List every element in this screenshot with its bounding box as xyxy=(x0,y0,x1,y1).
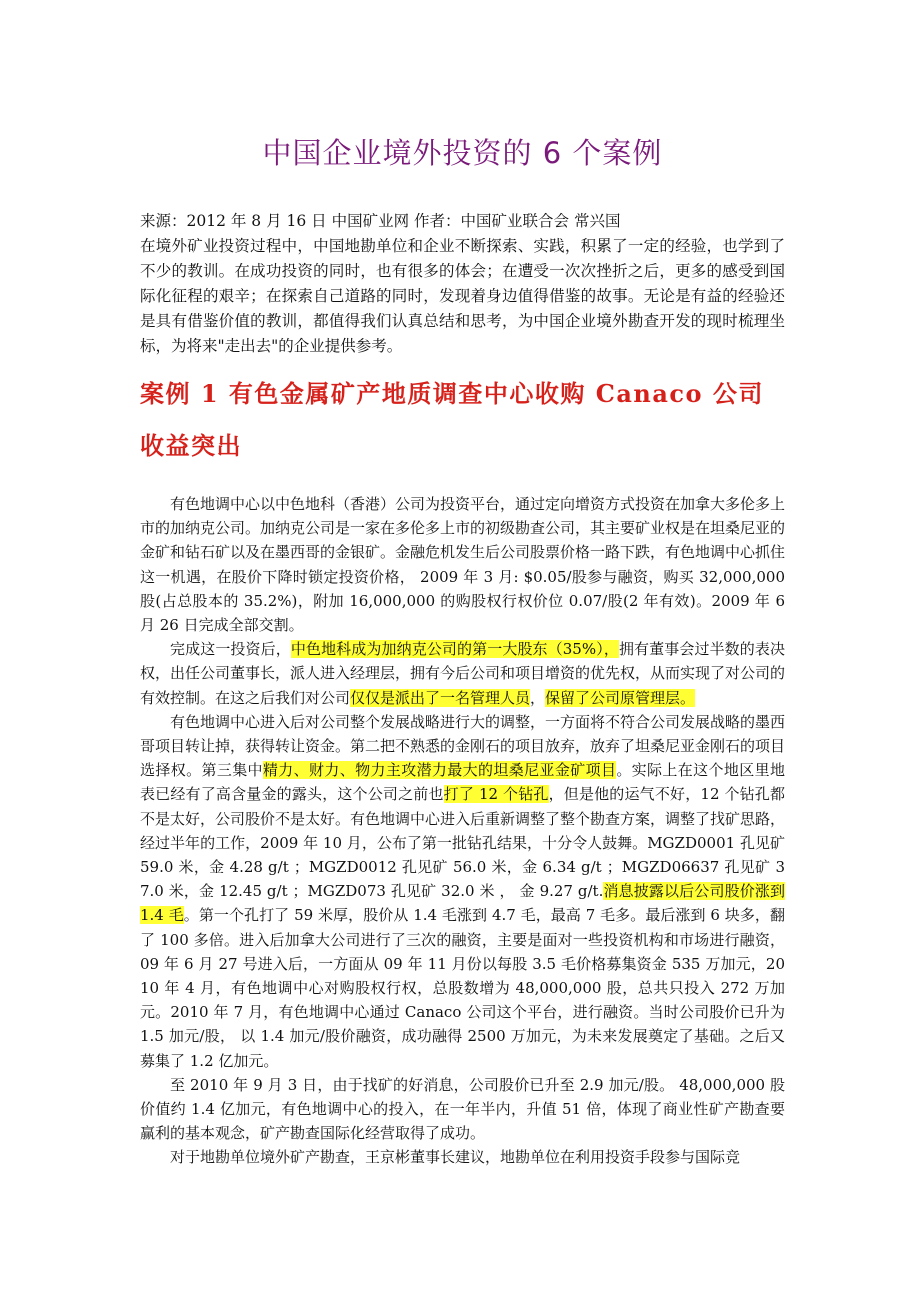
intro-block xyxy=(140,209,785,359)
text-segment: ， xyxy=(530,688,546,707)
text-segment: 。实际上在这个地区里地表已经有了高含量金的露头，这个公司之前也 xyxy=(140,761,785,804)
highlighted-text: 消息披露以后公司股价涨到 1.4 毛 xyxy=(140,882,785,925)
highlighted-text: 精力、财力、物力主攻潜力最大的坦桑尼亚金矿项目 xyxy=(262,761,617,780)
case-1-body xyxy=(140,492,785,1170)
text-segment: 完成这一投资后， xyxy=(170,640,291,659)
paragraph-4: 至 2010 年 9 月 3 日，由于找矿的好消息，公司股价已升至 2.9 加元/股。 48,000,000 股价值约 1.4 亿加元，有色地调中心的投入，在一年半内，升值 51 倍，体现了商业性矿产勘查要赢利的基本观念，矿产勘查国际化经营取得了成功。 xyxy=(140,1075,785,1143)
case-1-heading: 案例 1 有色金属矿产地质调查中心收购 Canaco 公司收益突出 xyxy=(140,379,764,460)
text-segment: 。第一个孔打了 59 米厚，股价从 1.4 毛涨到 4.7 毛，最高 7 毛多。最后涨到 6 块多，翻了 100 多倍。进入后加拿大公司进行了三次的融资，主要是面对一些投资机构和市场进行融资，09 年 6 月 27 号进入后，一方面从 09 年 11 月份以每股 3.5 毛价格募集资金 535 万加元，2010 年 4 月，有色地调中心对购股权行权，总股数增为 48,000,000 股，总共只投入 272 万加元。2010 年 7 月，有色地调中心通过 Canaco 公司这个平台，进行融资。当时公司股价已升为 1.5 加元/股， 以 1.4 加元/股价融资，成功融得 2500 万加元，为未来发展奠定了基础。之后又募集了 1.2 亿加元。 xyxy=(140,906,785,1070)
highlighted-text: 保留了公司原管理层。 xyxy=(545,688,696,707)
text-segment: 有色地调中心进入后对公司整个发展战略进行大的调整，一方面将不符合公司发展战略的墨西哥项目转让掉，获得转让资金。第二把不熟悉的金刚石的项目放弃，放弃了坦桑尼亚金刚石的项目选择权。第三集中 xyxy=(140,712,786,780)
highlighted-text: 仅仅是派出了一名管理人员 xyxy=(350,688,531,707)
paragraph-5: 对于地勘单位境外矿产勘查，王京彬董事长建议，地勘单位在利用投资手段参与国际竞 xyxy=(170,1148,741,1167)
page-title: 中国企业境外投资的 6 个案例 xyxy=(262,136,663,170)
paragraph-2 xyxy=(140,637,785,710)
highlighted-text: 中色地科成为加纳克公司的第一大股东（35%）， xyxy=(290,640,619,659)
document-page xyxy=(140,0,785,1170)
text-segment: 拥有董事会过半数的表决权，出任公司董事长，派人进入经理层，拥有今后公司和项目增资的优先权，从而实现了对公司的有效控制。在这之后我们对公司 xyxy=(140,640,786,707)
intro-paragraph: 在境外矿业投资过程中，中国地勘单位和企业不断探索、实践，积累了一定的经验，也学到了不少的教训。在成功投资的同时，也有很多的体会；在遭受一次次挫折之后，更多的感受到国际化征程的艰辛；在探索自己道路的同时，发现着身边值得借鉴的故事。无论是有益的经验还是具有借鉴价值的教训，都值得我们认真总结和思考，为中国企业境外勘查开发的现时梳理坐标，为将来"走出去"的企业提供参考。 xyxy=(140,237,785,355)
source-line: 来源：2012 年 8 月 16 日 中国矿业网 作者：中国矿业联合会 常兴国 xyxy=(140,212,621,230)
paragraph-1: 有色地调中心以中色地科（香港）公司为投资平台，通过定向增资方式投资在加拿大多伦多上市的加纳克公司。加纳克公司是一家在多伦多上市的初级勘查公司，其主要矿业权是在坦桑尼亚的金矿和钻石矿以及在墨西哥的金银矿。金融危机发生后公司股票价格一路下跌，有色地调中心抓住这一机遇，在股价下降时锁定投资价格， 2009 年 3 月: $0.05/股参与融资，购买 32,000,000 股(占总股本的 35.2%)，附加 16,000,000 的购股权行权价位 0.07/股(2 年有效)。2009 年 6 月 26 日完成全部交割。 xyxy=(140,494,786,634)
paragraph-3 xyxy=(140,710,785,1073)
highlighted-text: 打了 12 个钻孔 xyxy=(443,785,549,804)
text-segment: ，但是他的运气不好，12 个钻孔都不是太好，公司股价不是太好。有色地调中心进入后重新调整了整个勘查方案，调整了找矿思路，经过半年的工作，2009 年 10 月，公布了第一批钻孔结果，十分令人鼓舞。MGZD0001 孔见矿 59.0 米，金 4.28 g/t ；MGZD0012 孔见矿 56.0 米，金 6.34 g/t ；MGZD06637 孔见矿 37.0 米，金 12.45 g/t ；MGZD073 孔见矿 32.0 米 ， 金 9.27 g/t. xyxy=(140,785,786,901)
